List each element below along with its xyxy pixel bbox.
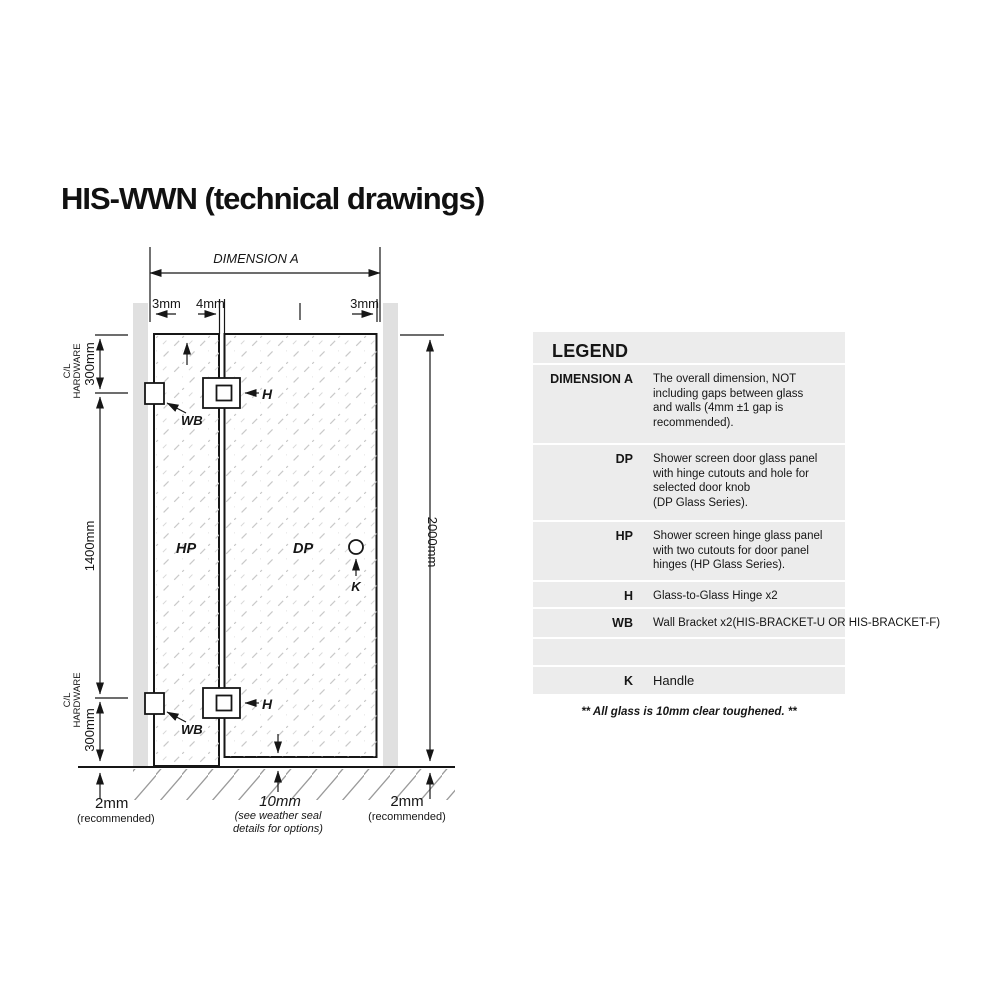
dim-300-bottom-label: 300mm [82,708,97,752]
legend-desc [633,372,803,443]
legend-row-h [533,580,845,607]
legend-desc [633,616,940,637]
gap-left-label: 3mm [152,296,181,311]
legend-desc [633,674,694,694]
legend-desc-line: Glass-to-Glass Hinge x2 [653,590,778,602]
right-wall [383,303,398,767]
legend-desc-line: including gaps between glass [653,387,804,400]
legend-term: WB [612,616,633,630]
door-knob [349,540,363,554]
bracket-top-label: WB [181,413,203,428]
dp-panel-label: DP [293,541,314,557]
legend-term [533,646,633,665]
legend-desc-line: selected door knob [653,482,751,494]
legend-term: HP [615,529,633,543]
legend-term: DP [615,452,633,466]
legend-desc-line: hinges (HP Glass Series). [653,559,786,571]
legend-desc-line: with two cutouts for door panel [653,544,809,557]
legend-desc [633,589,778,607]
hinge-top-notch [217,386,232,401]
hinge-bottom-notch [217,696,232,711]
legend-heading: LEGEND [552,341,629,361]
legend-desc [633,646,653,665]
wall-gap-right-note: (recommended) [368,811,446,823]
legend-row-dimension-a [533,363,845,443]
legend-row-dp [533,443,845,520]
legend-desc-line: The overall dimension, NOT [653,373,797,385]
legend-desc-line: and walls (4mm ±1 gap is [653,402,784,414]
gap-mid-label: 4mm [196,296,225,311]
dim-1400-label: 1400mm [82,520,97,572]
wall-gap-left-note: (recommended) [77,813,155,825]
legend-term: H [623,589,633,603]
dim-2000-label: 2000mm [425,516,440,568]
legend-row-k [533,665,845,694]
hinge-bottom-label: H [262,696,273,712]
wall-gap-right-value: 2mm [390,793,424,810]
legend-desc-line: with hinge cutouts and hole for [653,467,809,480]
bracket-bottom-label: WB [181,722,203,737]
legend-row-wb [533,607,941,637]
wall-bracket-bottom [145,693,164,714]
legend-term: DIMENSION A [550,372,633,386]
hinge-top-label: H [262,386,273,402]
hp-panel-label: HP [176,541,197,557]
dim-300-top-label: 300mm [82,342,97,386]
cl-hardware-bottom-line2: HARDWARE [72,672,83,728]
legend-row-hp [533,520,845,580]
legend-desc-line: recommended). [653,416,734,429]
floor-gap-note2: details for options) [233,823,323,835]
legend-desc-line: Shower screen hinge glass panel [653,530,823,542]
knob-label: K [351,579,361,594]
cl-hardware-top-line2: HARDWARE [72,343,83,399]
legend-desc [633,452,817,520]
gap-right-label: 3mm [350,296,379,311]
dim-a-label: DIMENSION A [213,251,299,266]
legend-desc-line: (DP Glass Series). [653,496,749,509]
legend-term: K [623,674,633,688]
floor-gap-note1: (see weather seal [234,810,322,822]
cl-hardware-bottom-line1: C/L [62,692,73,708]
wall-gap-left-value: 2mm [95,795,129,812]
floor-gap-value: 10mm [259,793,301,810]
legend-desc-line: Handle [653,673,695,688]
wall-bracket-top [145,383,164,404]
cl-hardware-top-line1: C/L [62,363,73,379]
legend-desc [633,529,822,580]
page-title: HIS-WWN (technical drawings) [61,181,485,216]
legend-panel [533,332,941,694]
legend-desc-line: Wall Bracket x2(HIS-BRACKET-U OR HIS-BRACKET-F) [653,617,941,629]
legend-row-empty [533,637,845,665]
glass-footnote: ** All glass is 10mm clear toughened. ** [581,706,797,718]
legend-desc-line: Shower screen door glass panel [653,453,818,465]
